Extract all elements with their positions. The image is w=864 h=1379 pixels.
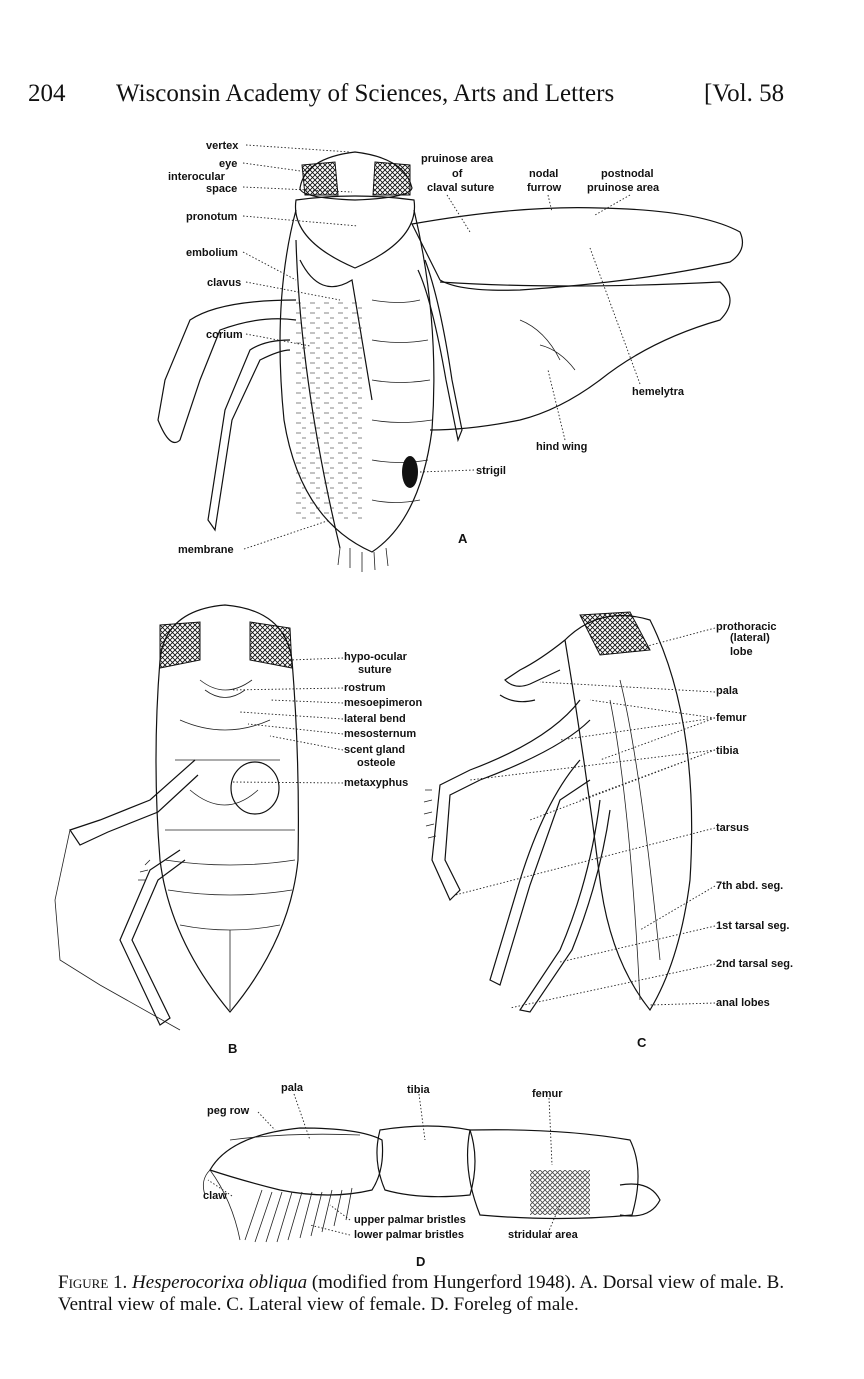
label-peg-row: peg row (207, 1105, 250, 1117)
label-upper-palmar-bristles: upper palmar bristles (354, 1214, 466, 1226)
label-mesosternum: mesosternum (344, 728, 417, 740)
caption-figure-label: Figure 1. (58, 1272, 128, 1293)
label-interocular-line2: space (206, 183, 238, 195)
label-rostrum: rostrum (344, 682, 386, 694)
label-pruinose-line1: pruinose area (421, 153, 494, 165)
label-nodal-line1: nodal (529, 168, 559, 180)
label-prothoracic-line1: prothoracic (716, 621, 777, 633)
volume-label: [Vol. 58 (704, 80, 785, 107)
panel-letter-a: A (458, 531, 468, 546)
label-tibia-c: tibia (716, 745, 739, 757)
journal-title: Wisconsin Academy of Sciences, Arts and Letters (116, 80, 615, 107)
label-eye: eye (219, 158, 238, 170)
label-vertex: vertex (206, 140, 239, 152)
label-postnodal-line1: postnodal (601, 168, 654, 180)
label-femur-d: femur (532, 1088, 563, 1100)
label-interocular-line1: interocular (168, 171, 225, 183)
label-scent-gland-line1: scent gland (344, 744, 406, 756)
label-pronotum: pronotum (186, 211, 238, 223)
label-prothoracic-line2: (lateral) (730, 632, 770, 644)
label-tarsus: tarsus (716, 822, 750, 834)
label-7th-abd-seg: 7th abd. seg. (716, 880, 784, 892)
label-clavus: clavus (207, 277, 242, 289)
label-strigil: strigil (476, 465, 506, 477)
label-claw: claw (203, 1190, 227, 1202)
panel-c-labels (637, 621, 793, 1050)
panel-d-labels (203, 1082, 579, 1269)
panel-letter-c: C (637, 1035, 647, 1050)
label-tibia-d: tibia (407, 1084, 430, 1096)
panel-b-drawing (55, 605, 298, 1030)
label-anal-lobes: anal lobes (716, 997, 770, 1009)
label-pruinose-line3: claval suture (427, 182, 495, 194)
panel-a-drawing (158, 152, 742, 572)
label-femur-c: femur (716, 712, 747, 724)
label-pruinose-line2: of (452, 168, 463, 180)
caption-species: Hesperocorixa obliqua (132, 1272, 308, 1293)
panel-letter-d: D (416, 1254, 426, 1269)
label-scent-gland-line2: osteole (357, 757, 396, 769)
panel-b-labels (228, 651, 423, 1056)
label-hind-wing: hind wing (536, 441, 588, 453)
panel-a-labels (168, 140, 685, 556)
label-membrane: membrane (178, 544, 234, 556)
label-pala-c: pala (716, 685, 739, 697)
label-lower-palmar-bristles: lower palmar bristles (354, 1229, 465, 1241)
panel-b-leaders (232, 658, 343, 783)
label-hemelytra: hemelytra (632, 386, 684, 398)
label-embolium: embolium (186, 247, 238, 259)
panel-c-drawing (424, 612, 692, 1012)
label-hypo-ocular-line2: suture (358, 664, 392, 676)
page-number: 204 (28, 80, 66, 107)
caption-text: (modified from Hungerford 1948). A. Dorsal view of male. B. Ventral view of male. C. Lateral view of female. D. Foreleg of male. (58, 1272, 785, 1315)
panel-letter-b: B (228, 1041, 238, 1056)
label-2nd-tarsal-seg: 2nd tarsal seg. (716, 958, 794, 970)
label-nodal-line2: furrow (527, 182, 562, 194)
label-stridular-area: stridular area (508, 1229, 578, 1241)
label-prothoracic-line3: lobe (730, 646, 753, 658)
label-metaxyphus: metaxyphus (344, 777, 409, 789)
label-corium: corium (206, 329, 243, 341)
label-pala-d: pala (281, 1082, 304, 1094)
figure-caption (58, 1272, 810, 1316)
label-mesoepimeron: mesoepimeron (344, 697, 423, 709)
label-postnodal-line2: pruinose area (587, 182, 660, 194)
label-lateral-bend: lateral bend (344, 713, 406, 725)
label-hypo-ocular-line1: hypo-ocular (344, 651, 407, 663)
label-1st-tarsal-seg: 1st tarsal seg. (716, 920, 790, 932)
